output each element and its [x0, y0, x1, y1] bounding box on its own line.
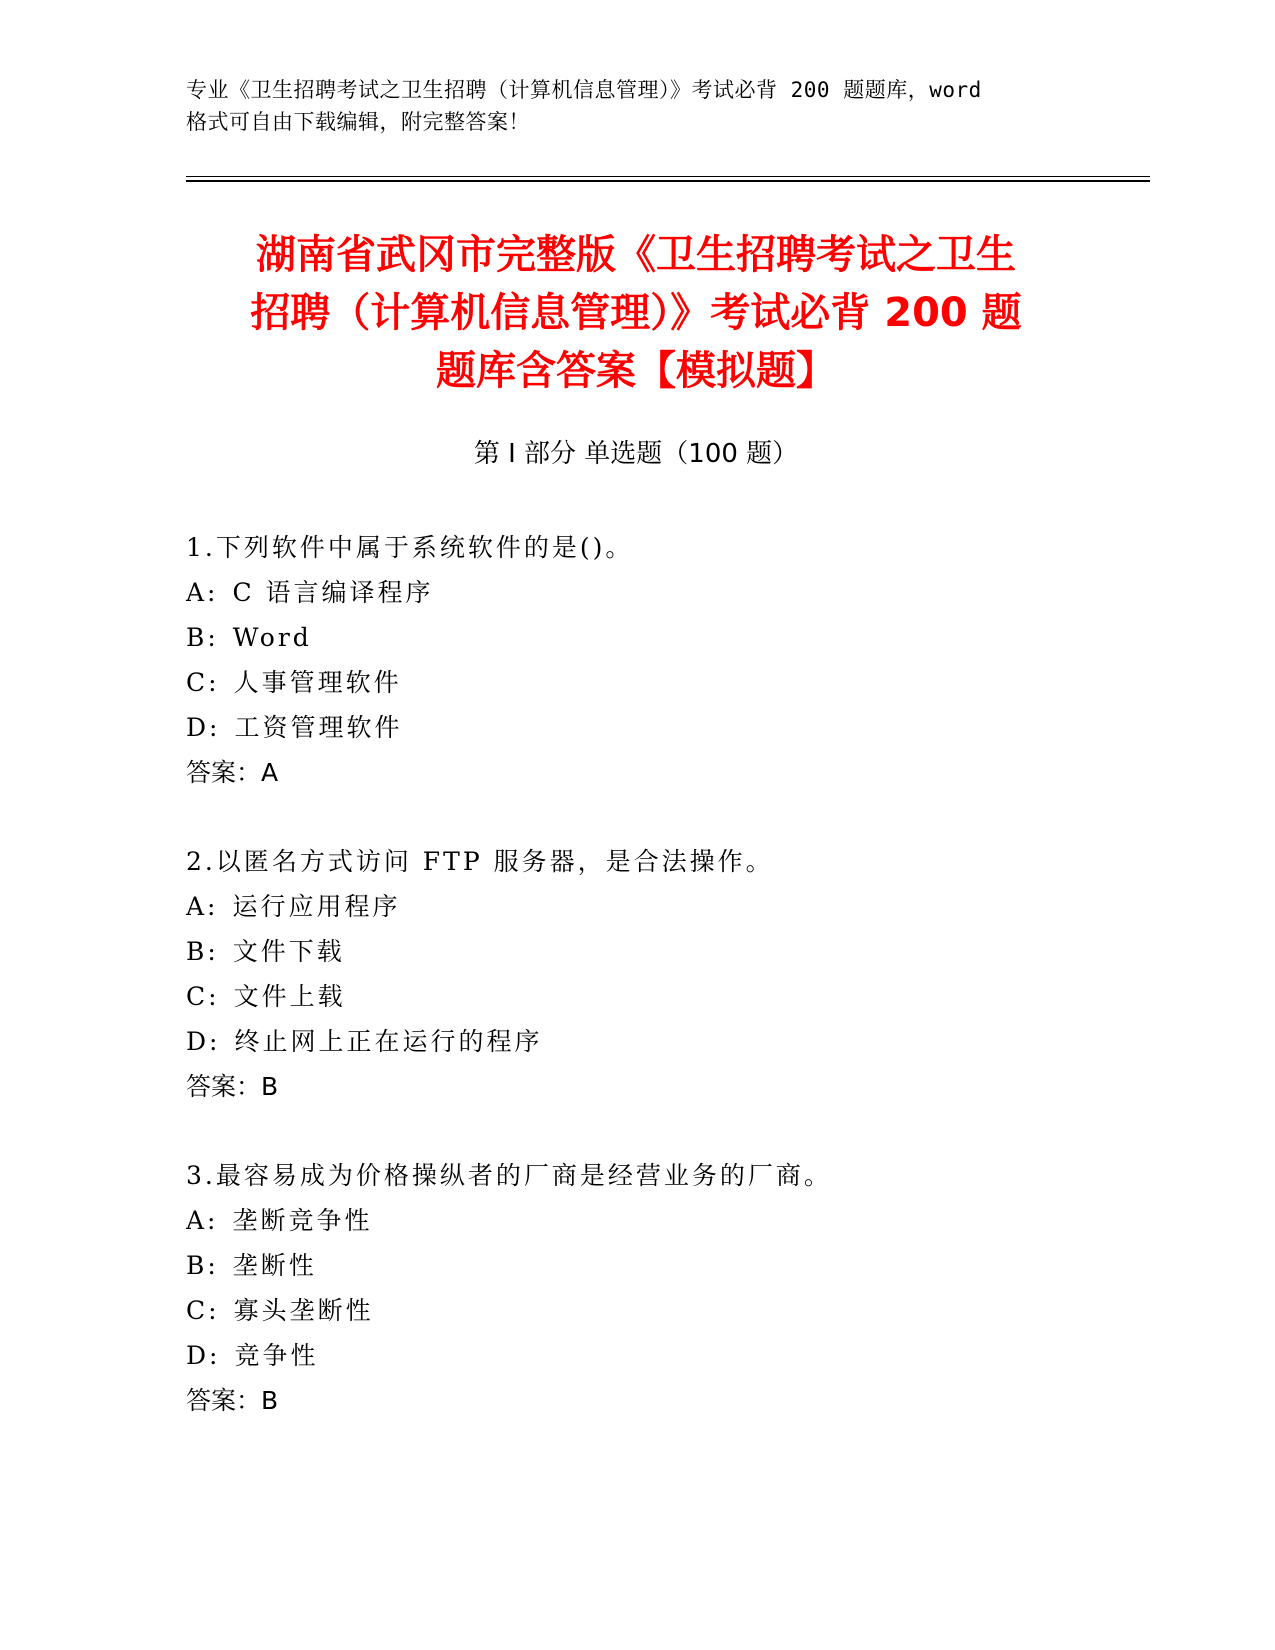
option-key: C:: [186, 982, 220, 1011]
answer: 答案：B: [186, 1072, 279, 1101]
option-key: D:: [186, 713, 221, 742]
option-a: [186, 884, 1150, 929]
option-c: [186, 974, 1150, 1019]
option-text: 人事管理软件: [233, 668, 402, 697]
option-c: [186, 1288, 1150, 1333]
option-b: [186, 929, 1150, 974]
option-key: A:: [186, 578, 219, 607]
header-divider-thick: [186, 180, 1150, 182]
option-b: [186, 615, 1150, 660]
document-title: [186, 226, 1086, 400]
option-key: B:: [186, 937, 219, 966]
option-text: 垄断竞争性: [232, 1206, 373, 1235]
option-text: 竞争性: [234, 1341, 319, 1370]
option-d: [186, 705, 1150, 750]
option-text: 文件下载: [232, 937, 345, 966]
option-d: [186, 1019, 1150, 1064]
option-a: [186, 1198, 1150, 1243]
option-key: C:: [186, 1296, 220, 1325]
question-1: [186, 525, 1150, 795]
option-text: 文件上载: [233, 982, 346, 1011]
header-divider-thin: [186, 176, 1150, 177]
header-note: [186, 74, 1086, 138]
question-2: [186, 839, 1150, 1109]
document-title-line-3: 题库含答案【模拟题】: [436, 348, 836, 394]
option-key: D:: [186, 1027, 221, 1056]
question-stem: 1.下列软件中属于系统软件的是()。: [186, 533, 634, 562]
option-text: 终止网上正在运行的程序: [234, 1027, 543, 1056]
document-title-line-2: 招聘（计算机信息管理）》考试必背 200 题: [250, 290, 1022, 336]
option-text: 工资管理软件: [234, 713, 403, 742]
option-b: [186, 1243, 1150, 1288]
option-key: B:: [186, 623, 219, 652]
question-3: [186, 1153, 1150, 1423]
section-title: 第 I 部分 单选题（100 题）: [473, 439, 799, 469]
option-key: C:: [186, 668, 220, 697]
question-stem: 3.最容易成为价格操纵者的厂商是经营业务的厂商。: [186, 1161, 832, 1190]
option-a: [186, 570, 1150, 615]
option-key: B:: [186, 1251, 219, 1280]
option-key: A:: [186, 1206, 219, 1235]
option-text: C 语言编译程序: [232, 578, 434, 607]
option-text: 寡头垄断性: [233, 1296, 374, 1325]
option-text: 运行应用程序: [232, 892, 401, 921]
document-title-line-1: 湖南省武冈市完整版《卫生招聘考试之卫生: [256, 232, 1016, 278]
header-note-line-1: 专业《卫生招聘考试之卫生招聘（计算机信息管理）》考试必背 200 题题库，word: [186, 78, 982, 102]
option-key: D:: [186, 1341, 221, 1370]
option-d: [186, 1333, 1150, 1378]
option-text: 垄断性: [232, 1251, 317, 1280]
header-note-line-2: 格式可自由下载编辑，附完整答案！: [186, 110, 530, 134]
option-key: A:: [186, 892, 219, 921]
answer: 答案：B: [186, 1386, 279, 1415]
question-stem: 2.以匿名方式访问 FTP 服务器，是合法操作。: [186, 847, 774, 876]
option-c: [186, 660, 1150, 705]
answer: 答案：A: [186, 758, 279, 787]
option-text: Word: [232, 623, 312, 652]
question-list: [186, 525, 1150, 1467]
